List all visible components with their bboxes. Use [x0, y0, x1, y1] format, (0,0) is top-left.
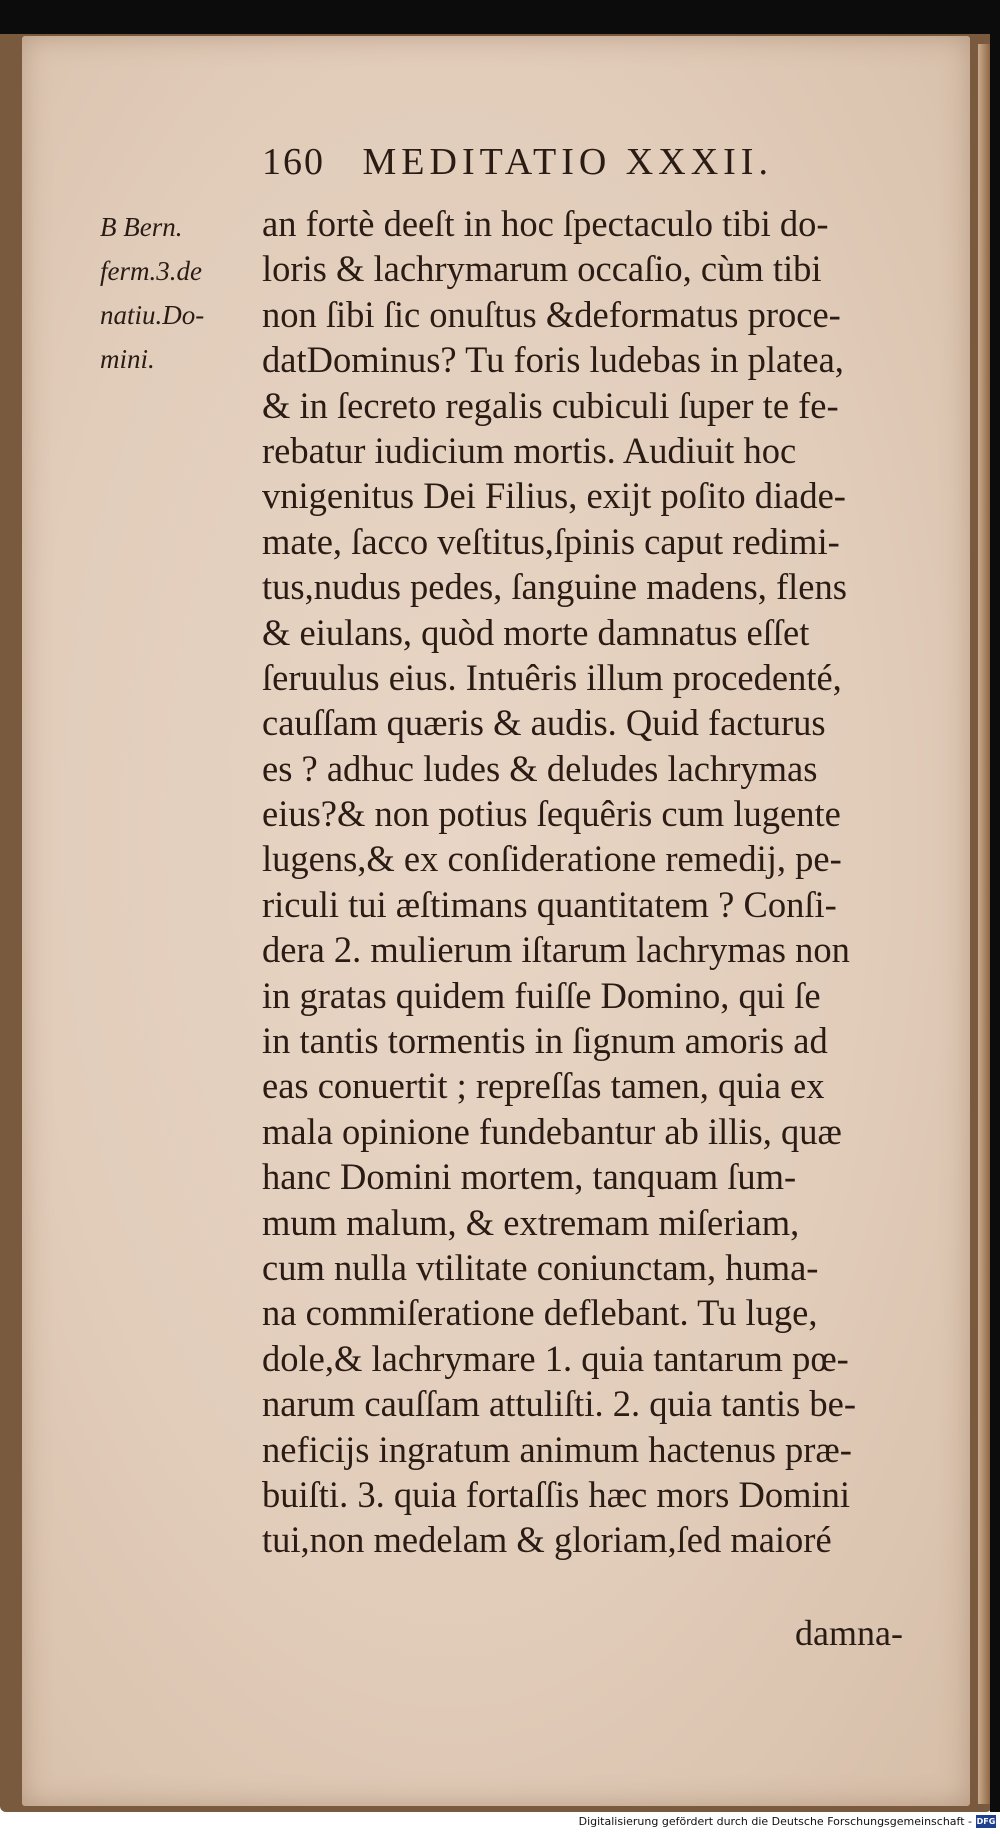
text-line: non ſibi ſic onuſtus &deformatus proce- — [262, 293, 841, 335]
page-number: 160 — [262, 141, 325, 183]
text-line: mum malum, & extremam miſeriam, — [262, 1201, 800, 1243]
text-line: ſeruulus eius. Intuêris illum procedenté, — [262, 656, 842, 698]
text-line: hanc Domini mortem, tanquam ſum- — [262, 1156, 797, 1198]
text-line: tui,non medelam & gloriam,ſed maioré — [262, 1519, 832, 1561]
text-line: an fortè deeſt in hoc ſpectaculo tibi do- — [262, 203, 829, 244]
text-line: loris & lachrymarum occaſio, cùm tibi — [262, 248, 822, 290]
text-line: es ? adhuc ludes & deludes lachrymas — [262, 747, 818, 789]
text-line: in tantis tormentis in ſignum amoris ad — [262, 1020, 828, 1062]
text-line: vnigenitus Dei Filius, exijt poſito diade- — [262, 475, 846, 517]
running-title: MEDITATIO XXXII. — [362, 141, 773, 183]
text-line: mate, ſacco veſtitus,ſpinis caput redimi- — [262, 520, 840, 562]
digitization-credit: Digitalisierung gefördert durch die Deutsche Forschungsgemeinschaft - — [578, 1815, 972, 1828]
text-line: buiſti. 3. quia fortaſſis hæc mors Domini — [262, 1473, 851, 1515]
marginal-note-line: ferm.3.de — [100, 256, 202, 286]
text-line: narum cauſſam attuliſti. 2. quia tantis be- — [262, 1383, 856, 1425]
text-line: dera 2. mulierum iſtarum lachrymas non — [262, 929, 850, 971]
text-line: tus,nudus pedes, ſanguine madens, flens — [262, 566, 847, 608]
text-line: na commiſeratione deflebant. Tu luge, — [262, 1292, 818, 1334]
text-line: riculi tui æſtimans quantitatem ? Conſi- — [262, 883, 837, 925]
marginal-note-line: B Bern. — [100, 212, 183, 242]
text-line: & in ſecreto regalis cubiculi ſuper te fe- — [262, 384, 839, 426]
text-line: in gratas quidem fuiſſe Domino, qui ſe — [262, 974, 821, 1016]
body-text — [262, 201, 952, 1563]
text-line: eas conuertit ; repreſſas tamen, quia ex — [262, 1065, 825, 1107]
text-line: & eiulans, quòd morte damnatus eſſet — [262, 611, 810, 653]
text-line: eius?& non potius ſequêris cum lugente — [262, 793, 841, 835]
marginal-note — [100, 205, 240, 381]
text-line: dole,& lachrymare 1. quia tantarum pœ- — [262, 1337, 849, 1379]
dfg-logo: DFG — [976, 1817, 996, 1826]
text-line: datDominus? Tu foris ludebas in platea, — [262, 339, 844, 381]
text-line: cum nulla vtilitate coniunctam, huma- — [262, 1246, 819, 1288]
running-header — [262, 140, 773, 184]
text-line: lugens,& ex conſideratione remedij, pe- — [262, 838, 842, 880]
text-line: neficijs ingratum animum hactenus præ- — [262, 1428, 852, 1470]
marginal-note-line: mini. — [100, 344, 155, 374]
text-line: rebatur iudicium mortis. Audiuit hoc — [262, 429, 797, 471]
marginal-note-line: natiu.Do- — [100, 300, 205, 330]
catchword: damna- — [795, 1613, 903, 1653]
text-line: cauſſam quæris & audis. Quid facturus — [262, 702, 826, 744]
text-line: mala opinione fundebantur ab illis, quæ — [262, 1110, 842, 1152]
